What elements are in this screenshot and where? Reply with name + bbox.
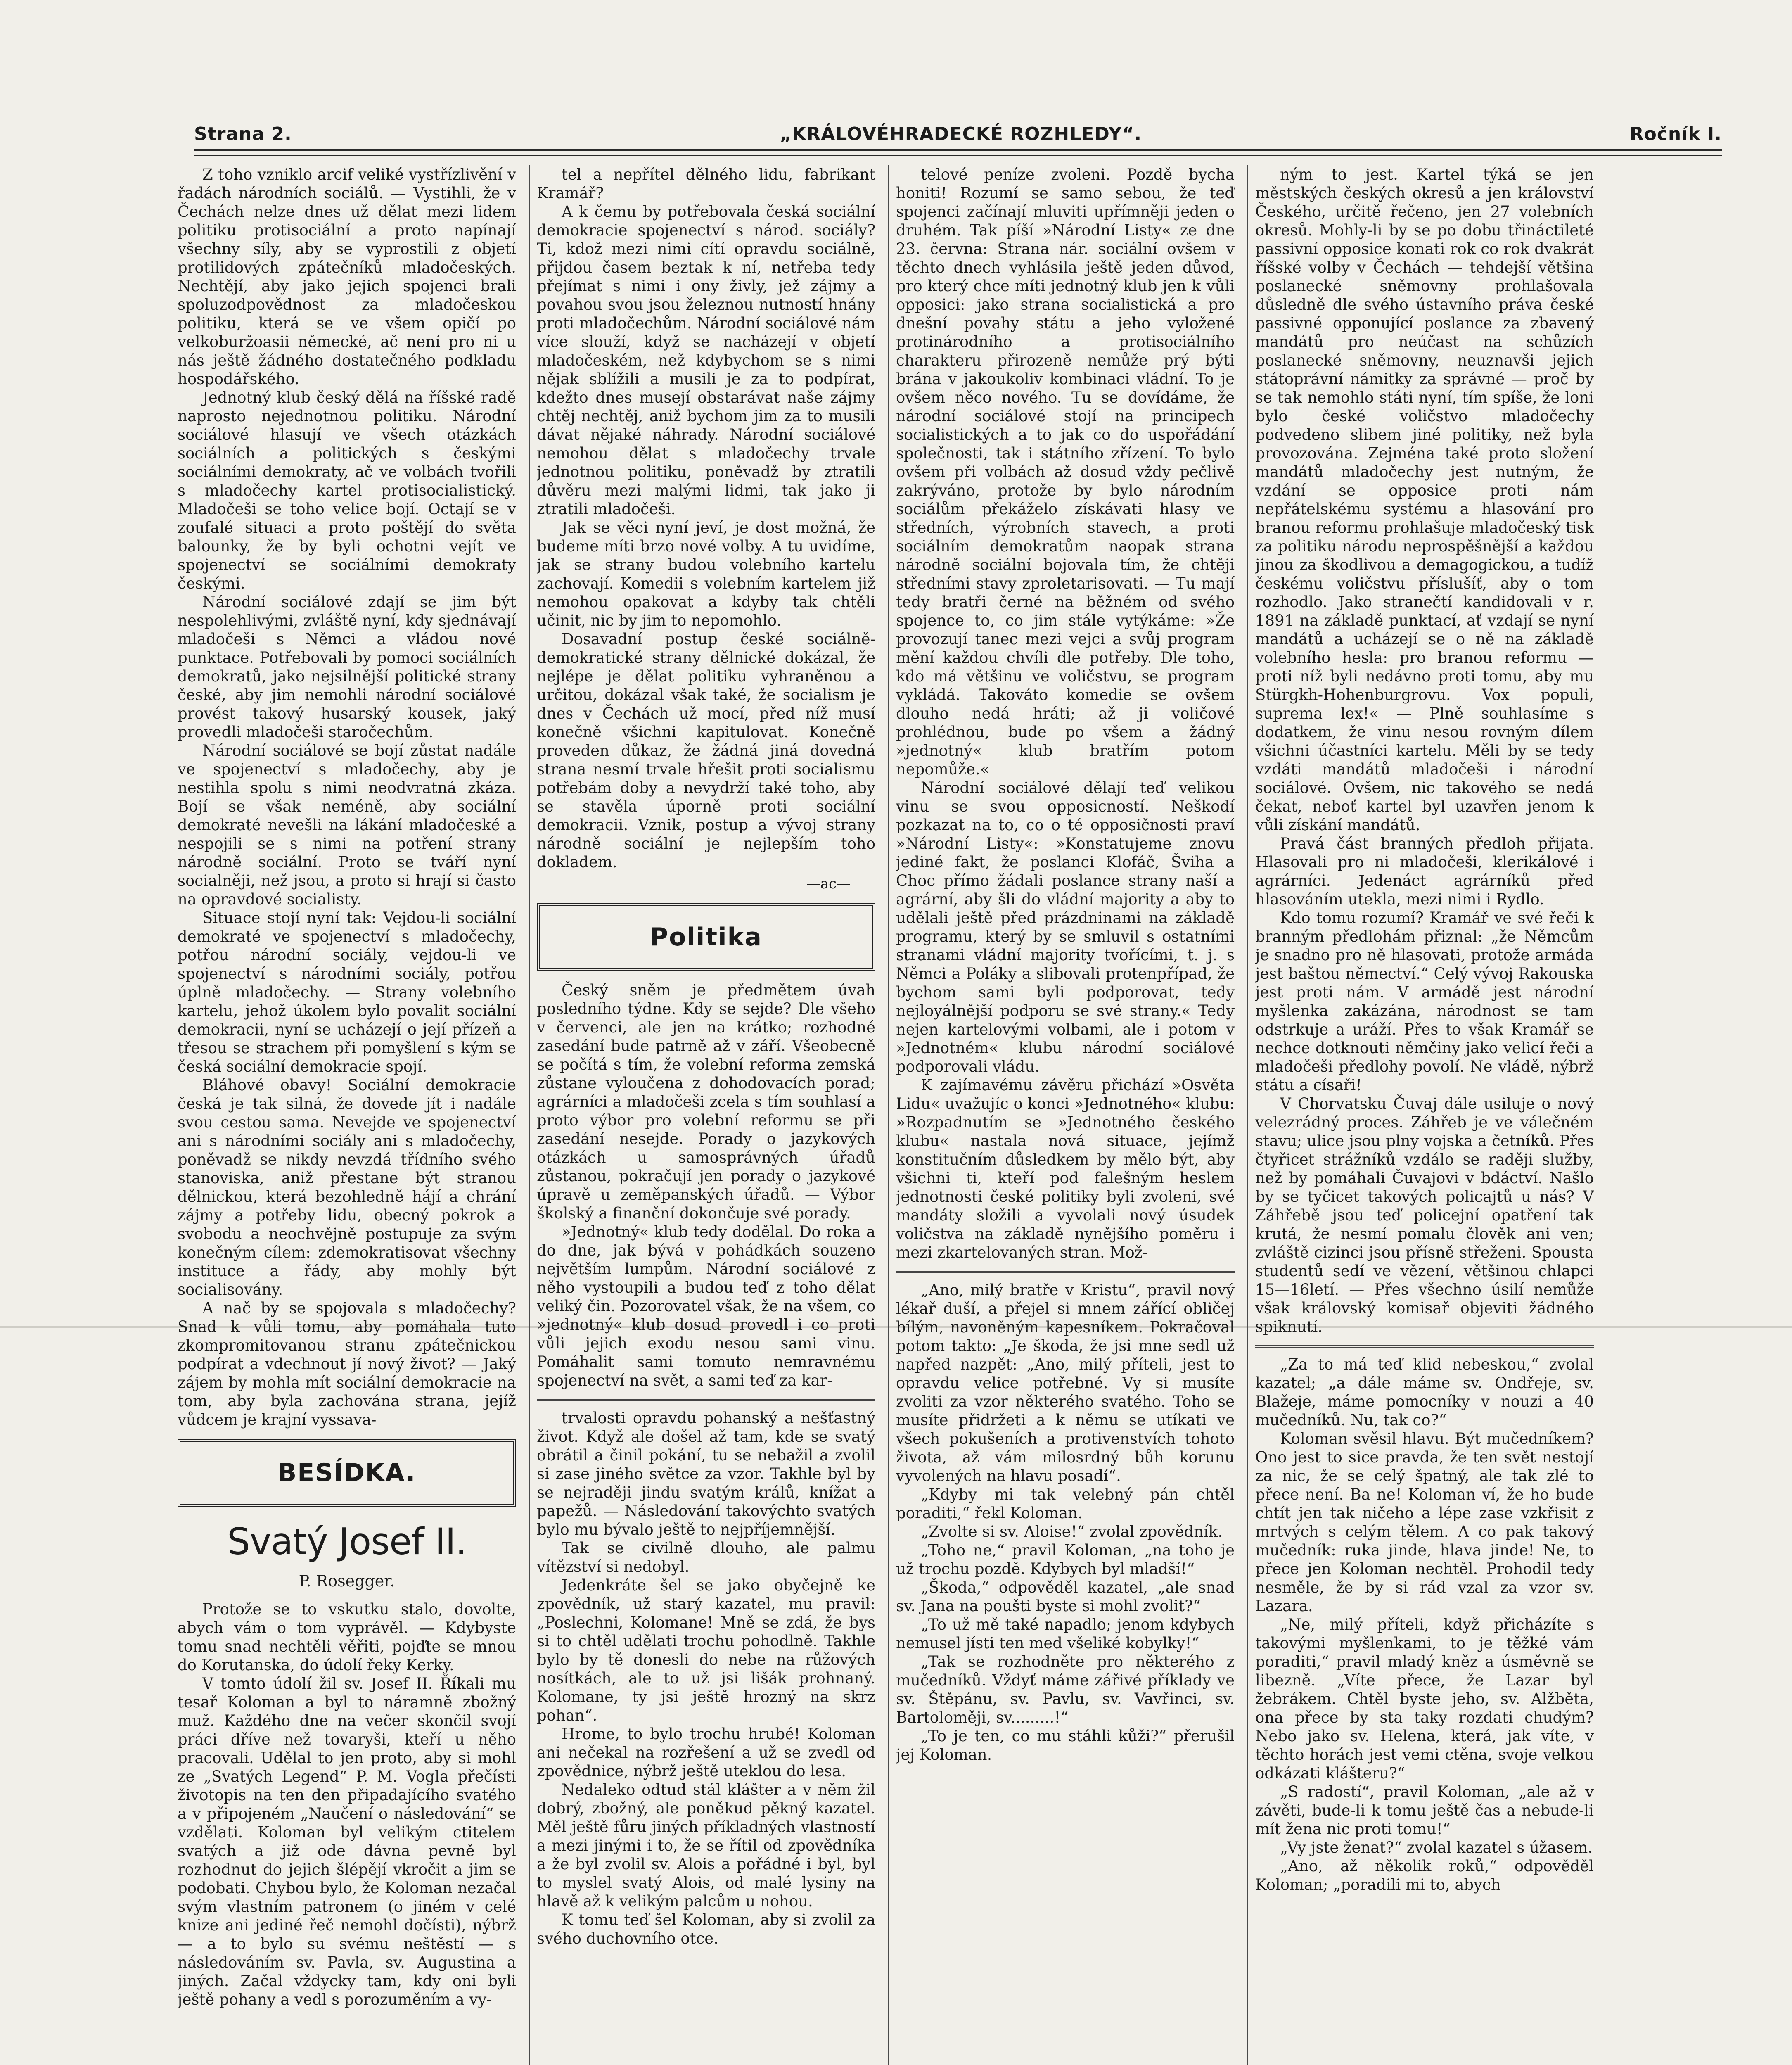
feuilleton-paragraph: „Toho ne,“ pravil Koloman, „na toho je už trochu pozdě. Kdybych byl mladší!“ (896, 1541, 1235, 1578)
feuilleton-paragraph: „Škoda,“ odpověděl kazatel, „ale snad sv. Jana na poušti byste si mohl zvolit?“ (896, 1578, 1235, 1615)
article-paragraph: Jak se věci nyní jeví, je dost možná, že budeme míti brzo nové volby. A tu uvidíme, jak se strany budou volebního kartelu zachovají. Komedii s volebním kartelem již nemohou opakovat a kdyby tak chtěli učinit, nic by jim to nepomohlo. (537, 519, 875, 629)
volume-label: Ročník I. (1629, 123, 1722, 145)
feuilleton-author: P. Rosegger. (299, 1572, 395, 1590)
article-paragraph: A k čemu by potřebovala česká sociální demokracie spojenectví s národ. sociály? Ti, kdož mezi nimi cítí opravdu sociálně, přijdou časem beztak k ní, netřeba tedy přejímat s nimi i ony živly, jež zájmy a povahou svou jsou železnou nutností hnány proti mladočechům. Národní sociálové nám více slouží, když se nacházejí v objetí mladočeském, než kdybychom se s nimi nějak sblížili a musili je za to podpírat, kdežto dnes musejí obstarávat naše zájmy chtěj nechtěj, aniž bychom jim za to musili dávat nějaké náhrady. Národní sociálové nemohou dělat s mladočechy trvale jednotnou politiku, poněvadž by ztratili důvěru mezi malými lidmi, tak jako ji ztratili mladočeši. (537, 203, 875, 518)
feuilleton-paragraph: „Tak se rozhodněte pro některého z mučedníků. Vždyť máme zářivé příklady ve sv. Štěpánu, sv. Pavlu, sv. Vavřinci, sv. Bartoloměji, sv.........!“ (896, 1653, 1235, 1726)
feuilleton-section-box (178, 1439, 516, 1507)
feuilleton-paragraph: „To je ten, co mu stáhli kůži?“ přerušil jej Koloman. (896, 1727, 1235, 1764)
feuilleton-paragraph: Protože se to vskutku stalo, dovolte, abych vám o tom vyprávěl. — Kdybyste tomu snad nechtěli věřiti, pojďte se mnou do Korutanska, do údolí řeky Kerky. (178, 1600, 516, 1674)
article-paragraph: Bláhové obavy! Sociální demokracie česká je tak silná, že dovede jít i nadále svou cestou sama. Nevejde ve spojenectví ani s národními sociály ani s mladočechy, poněvadž se nikdy nevzdá třídního svého stanoviska, aniž přestane být stranou dělnickou, která bezohledně hájí a chrání zájmy a potřeby lidu, obecný pokrok a svobodu a neochvějně postupuje za svým konečným cílem: zdemokratisovat všechny instituce a řády, aby mohly být socialisovány. (178, 1076, 516, 1298)
feuilleton-separator (1255, 1345, 1594, 1348)
feuilleton-paragraph: „S radostí“, pravil Koloman, „ale až v závěti, bude-li k tomu ještě čas a nebude-li mít žena nic proti tomu!“ (1255, 1783, 1594, 1838)
feuilleton-paragraph: Koloman svěsil hlavu. Být mučedníkem? Ono jest to sice pravda, že ten svět nestojí za nic, že se celý špatný, ale tak zlé to přece není. Ba ne! Koloman ví, že ho bude chtít jen tak ničeho a lépe zase vzkřisit z mrtvých s celým tělem. A co pak takový mučedník: ruka jinde, hlava jinde! Ne, to přece jen Koloman nechtěl. Prohodil tedy nesměle, že by si rád vzal za vzor sv. Lazara. (1255, 1430, 1594, 1615)
feuilleton-separator (537, 1399, 875, 1401)
column-4 (1255, 165, 1594, 2065)
politics-paragraph: »Jednotný« klub tedy dodělal. Do roka a do dne, jak bývá v pohádkách souzeno největším lumpům. Národní sociálové z něho vystoupili a budou teď z toho dělat veliký čin. Pozorovatel však, že na všem, co »jednotný« klub dosud provedl i co proti vůli jejich exodu nesou sami vinu. Pomáhalit sami tomuto nemravnému spojenectví na svět, a sami teď za kar- (537, 1223, 875, 1389)
politics-section-box (537, 903, 875, 971)
article-paragraph: telové peníze zvoleni. Pozdě bycha honiti! Rozumí se samo sebou, že teď spojenci začínají mluviti upřímněji jeden o druhém. Tak píší »Národní Listy« ze dne 23. června: Strana nár. sociální ovšem v těchto dnech vyhlásila ještě jeden důvod, pro který chce míti jednotný klub jen k vůli opposici: jako strana socialistická a pro dnešní povahy státu a jeho vyložené protinárodního a protisociálního charakteru přirozeně nemůže prý býti brána v jakoukoliv kombinaci vládní. To je ovšem něco nového. Tu se dovídáme, že národní sociálové stojí na principech socialistických a to jak co do uspořádání společnosti, tak i státního zřízení. To bylo ovšem při volbách až dosud vždy pečlivě zakrýváno, protože by bylo národním sociálům překáželo získávati hlasy ve středních, výrobních stavech, a proti sociálním demokratům naopak strana národně sociální bojovala tím, že chtěji středními stavy zproletarisovati. — Tu mají tedy bratři černé na běžném od svého spojence to, co jim stále vytýkáme: »Že provozují tanec mezi vejci a svůj program mění každou chvíli dle potřeby. Dle toho, kdo má většinu ve voličstvu, se program vykládá. Takováto komedie se ovšem dlouho nedá hráti; až ji voličové prohlédnou, bude po všem a žádný »jednotný« klub bratřím potom nepomůže.« (896, 166, 1235, 778)
column-divider (888, 165, 889, 2065)
article-paragraph: Jednotný klub český dělá na říšské radě naprosto nejednotnou politiku. Národní sociálové hlasují ve všech otázkách sociálních a politických s českými sociálními demokraty, ač ve volbách tvořili s mladočechy kartel protisocialistický. Mladočeši se toho velice bojí. Octají se v zoufalé situaci a proto poštějí do světa balounky, že by byli ochotni vejít ve spojenectví se sociálními demokraty českými. (178, 389, 516, 592)
feuilleton-separator (896, 1271, 1235, 1273)
article-paragraph: Národní sociálové se bojí zůstat nadále ve spojenectví s mladočechy, aby je nestihla spolu s nimi neodvratná zkáza. Bojí se však neméně, aby sociální demokraté nevešli na lákání mladočeské a nespojili se s nimi na potření strany národně sociální. Proto se tváří nyní socialněji, než jsou, a proto si hrají si často na opravdové socialisty. (178, 742, 516, 908)
newspaper-title: „KRÁLOVÉHRADECKÉ ROZHLEDY“. (780, 123, 1142, 145)
feuilleton-paragraph: Tak se civilně dlouho, ale palmu vítězství si nedobyl. (537, 1539, 875, 1576)
feuilleton-paragraph: Hrome, to bylo trochu hrubé! Koloman ani nečekal na rozřešení a už se zvedl od zpovědnice, nýbrž ještě uteklou do lesa. (537, 1725, 875, 1780)
feuilleton-paragraph: K tomu teď šel Koloman, aby si zvolil za svého duchovního otce. (537, 1911, 875, 1947)
politics-section-label: Politika (650, 922, 762, 952)
article-paragraph: A nač by se spojovala s mladočechy? Snad k vůli tomu, aby pomáhala tuto zkompromitovanou stranu zpátečnickou podpírat a vdechnout jí nový život? — Jaký zájem by mohla mít sociální demokracie na tom, aby byla zachována strana, jejíž vůdcem je krajní vyssava- (178, 1299, 516, 1429)
feuilleton-paragraph: Nedaleko odtud stál klášter a v něm žil dobrý, zbožný, ale poněkud pěkný kazatel. Měl ještě fůru jiných příkladných vlastností a mezi jinými i to, že se řítil od zpovědníka a že byl zvolil sv. Alois a pořádné i byl, byl to myslel svatý Alois, od malé lysiny na hlavě až k velikým palcům u nohou. (537, 1781, 875, 1910)
article-paragraph: Situace stojí nyní tak: Vejdou-li sociální demokraté ve spojenectví s mladočechy, potřou národní sociály, vejdou-li ve spojenectví s národními sociály, potřou úplně mladočechy. — Strany volebního kartelu, jehož úkolem bylo povalit sociální demokracii, nyní se ucházejí o její přízeň a třesou se strachem při pomyšlení s kým se česká sociální demokracie spojí. (178, 909, 516, 1075)
feuilleton-paragraph: trvalosti opravdu pohanský a nešťastný život. Když ale došel až tam, kde se svatý obrátil a činil pokání, tu se nebažil a zvolil si zase jiného světce za vzor. Takhle byl by se nejraději jindu svatým králů, knížat a papežů. — Následování takovýchto svatých bylo mu bývalo ještě to nejpříjemnější. (537, 1409, 875, 1538)
feuilleton-paragraph: „Ano, milý bratře v Kristu“, pravil nový lékař duší, a přejel si mnem zářící obličej bílým, navoněným kapesníkem. Pokračoval potom takto: „Je škoda, že jsi mne sedl už napřed nazpět: „Ano, milý příteli, jest to opravdu velice potřebné. Vy si musíte zvoliti za vzor některého svatého. Toho se musíte přidržeti a k němu se utíkati ve všech pokušeních a protivenstvích tohoto života, až vám milosrdný bůh korunu vyvolených na hlavu posadí“. (896, 1281, 1235, 1485)
feuilleton-section-label: BESÍDKA. (277, 1458, 416, 1487)
feuilleton-paragraph: V tomto údolí žil sv. Josef II. Říkali mu tesař Koloman a byl to náramně zbožný muž. Každého dne na večer skončil svojí práci dříve než tovaryši, kteří u něho pracovali. Udělal to jen proto, aby si mohl ze „Svatých Legend“ P. M. Vogla přečísti životopis na ten den připadajícího svatého a v připojeném „Naučení o následování“ se vzdělati. Koloman byl velikým ctitelem svatých a již ode dávna pevně byl rozhodnut do jejich šlépějí vkročit a jim se podobati. Chybou bylo, že Koloman nezačal svým vlastním patronem (o jiném v celé knize ani jediné řeč nemohl dočísti), nýbrž — a to bylo su svému neštěstí — s následováním sv. Pavla, sv. Augustina a jiných. Začal vždycky tam, kdy oni byli ještě pohany a vedl s porozuměním a vy- (178, 1675, 516, 2008)
page-number: Strana 2. (194, 123, 292, 145)
column-2 (537, 165, 875, 2065)
feuilleton-paragraph: „Zvolte si sv. Aloise!“ zvolal zpovědník. (921, 1523, 1223, 1540)
header-rule (194, 149, 1722, 156)
feuilleton-paragraph: „Ne, milý příteli, když přicházíte s takovými myšlenkami, to je těžké vám poraditi,“ pravil mladý kněz a úsměvně se libezně. „Víte přece, že Lazar byl žebrákem. Chtěl byste jeho, sv. Alžběta, ona přece by sta taky rozdati chudým? Nebo jako sv. Helena, která, jak víte, v těchto horách jest vemi ctěna, svoje velkou odkázati klášteru?“ (1255, 1616, 1594, 1782)
column-divider (1247, 165, 1248, 2065)
politics-paragraph: Český sněm je předmětem úvah posledního týdne. Kdy se sejde? Dle všeho v červenci, ale jen na krátko; rozhodné zasedání bude patrně až v září. Všeobecně se počítá s tím, že volební reforma zemská zůstane vyloučena z dohodovacích porad; agrárníci a mladočeši zcela s tím souhlasí a proto výbor pro volební reformu se při zasedání nesejde. Porady o jazykových otázkách u samosprávných úřadů zůstanou, pokračují jen porady o jazykové úpravě u zeměpanských úřadů. — Výbor školský a finanční dokončuje své porady. (537, 981, 875, 1222)
article-paragraph: K zajímavému závěru přichází »Osvěta Lidu« uvažujíc o konci »Jednotného« klubu: »Rozpadnutím se »Jednotného českého klubu« nastala nová situace, jejímž konstitučním důsledkem by mělo být, aby všichni ti, kteří pod falešným heslem jednotnosti české politiky byli zvoleni, své mandáty složili a vyvolali nový úsudek voličstva na základě nynějšího poměru i mezi zkartelovaných stran. Mož- (896, 1076, 1235, 1261)
article-paragraph: Z toho vzniklo arcif veliké vystřízlivění v řadách národních sociálů. — Vystihli, že v Čechách nelze dnes už dělat mezi lidem politiku protisociální a proto napínají všechny síly, aby se vyprostili z objetí protilidových zpátečníků mladočeských. Nechtějí, aby jako jejich spojenci brali spoluzodpovědnost za mladočeskou politiku, která se ve všem opičí po velkoburžoasii německé, ač není pro ni u nás ještě žádného dostatečného podkladu hospodářského. (178, 166, 516, 388)
feuilleton-title: Svatý Josef II. (227, 1520, 467, 1563)
feuilleton-paragraph: „Vy jste ženat?“ zvolal kazatel s úžasem. (1280, 1839, 1593, 1856)
article-paragraph: tel a nepřítel dělného lidu, fabrikant Kramář? (537, 166, 875, 202)
feuilleton-paragraph: „Za to má teď klid nebeskou,“ zvolal kazatel; „a dále máme sv. Ondřeje, sv. Blažeje, máme pomocníky v nouzi a 40 mučedníků. Nu, tak co?“ (1255, 1355, 1594, 1429)
feuilleton-paragraph: „To už mě také napadlo; jenom kdybych nemusel jísti ten med všeliké kobylky!“ (896, 1616, 1235, 1652)
article-paragraph: Dosavadní postup české sociálně-demokratické strany dělnické dokázal, že nejlépe je dělat politiku vyhraněnou a určitou, dokázal však také, že socialism je dnes v Čechách už mocí, před níž musí konečně všichni kapitulovat. Konečně proveden důkaz, že žádná jiná dovedná strana nesmí trvale hřešit proti socialismu potřebám doby a nevydrží také toho, aby se stavěla úporně proti sociální demokracii. Vznik, postup a vývoj strany národně sociální je nejlepším toho dokladem. (537, 630, 875, 871)
feuilleton-paragraph: „Kdyby mi tak velebný pán chtěl poraditi,“ řekl Koloman. (896, 1486, 1235, 1522)
article-paragraph: Národní sociálové dělají teď velikou vinu se svou opposicností. Neškodí pozkazat na to, co o té opposičnosti praví »Národní Listy«: »Konstatujeme znovu jediné fakt, že poslanci Klofáč, Šviha a Choc přímo žádali poslance strany naší a agrární, aby šli do vládní majority a aby to udělali ještě před prázdninami na základě programu, který by se smluvil s ostatními stranami vládní majority tvořícími, t. j. s Němci a Poláky a slibovali protenpřípad, že bychom sami byli podporovat, tedy nejloyálnější podporu se své strany.« Tedy nejen kartelovými volbami, ale i potom v »Jednotném« klubu národní sociálové podporovali vládu. (896, 779, 1235, 1075)
article-paragraph: Pravá část branných předloh přijata. Hlasovali pro ni mladočeši, klerikálové i agrárníci. Jedenáct agrárníků před hlasováním utekla, mezi nimi i Rydlo. (1255, 835, 1594, 908)
column-1 (178, 165, 516, 2065)
column-divider (529, 165, 530, 2065)
article-paragraph: Kdo tomu rozumí? Kramář ve své řeči k branným předlohám přiznal: „že Němcům je snadno pro ně hlasovati, protože armáda jest baštou němectví.“ Celý vývoj Rakouska jest proti nám. V armádě jest národní myšlenka zakázána, národnost se tam odstrkuje a uráží. Přes to však Kramář se nechce dotknouti němčiny jako velicí řeči a mladočeši předlohy povolí. Ne vládě, nýbrž státu a císaři! (1255, 909, 1594, 1094)
page-header (194, 112, 1722, 145)
article-signature: —ac— (806, 876, 851, 892)
feuilleton-paragraph: „Ano, až několik roků,“ odpověděl Koloman; „poradili mi to, abych (1255, 1857, 1594, 1894)
article-paragraph: Národní sociálové zdají se jim být nespolehlivými, zvláště nyní, kdy sjednávají mladočeši s Němci a vládou nové punktace. Potřebovali by pomoci sociálních demokratů, jako nejsilnější politické strany české, aby jim nemohli národní sociálové provést takový husarský kousek, jaký provedli mladočeši staročechům. (178, 593, 516, 741)
feuilleton-paragraph: Jedenkráte šel se jako obyčejně ke zpovědník, už starý kazatel, mu pravil: „Poslechni, Kolomane! Mně se zdá, že bys si to chtěl udělati trochu pohodlně. Takhle bylo by tě donesli do nebe na růžových nosítkách, ale to už jsi lišák prohnaný. Kolomane, ty jsi ještě hrozný na skrz pohan“. (537, 1576, 875, 1724)
article-paragraph: V Chorvatsku Čuvaj dále usiluje o nový velezrádný proces. Záhřeb je ve válečném stavu; ulice jsou plny vojska a četníků. Přes čtyřicet strážníků vzdálo se raději služby, než by pomáhali Čuvajovi v bdáctví. Našlo by se tyčicet takových policajtů u nás? V Záhřebě jsou teď policejní opatření tak krutá, že nesmí pomalu člověk ani ven; zvláště cizinci jsou přísně střeženi. Spousta studentů sedí ve vězení, většinou chlapci 15—16letí. — Přes všechno úsilí nemůže však královský komisař objeviti žádného spiknutí. (1255, 1095, 1594, 1336)
article-paragraph: ným to jest. Kartel týká se jen městských českých okresů a jen království Českého, určitě řečeno, jen 27 volebních okresů. Mohly-li by se po dobu třináctileté passivní opposice konati rok co rok dvakrát říšské volby v Čechách — tehdejší většina poslanecké sněmovny prohlašovala důsledně dle svého ústavního práva české passivné opponující poslance za zbavený mandátů pro neúčast na schůzích poslanecké sněmovny, neuznavši jejich státoprávní námitky za správné — proč by se tak nemohlo státi nyní, tím spíše, že loni bylo české voličstvo mladočechy podvedeno slibem jiné politiky, než byla provozována. Zejména také proto složení mandátů mladočechy jest nutným, že vzdání se opposice proti nám nepřátelskému systému a hlasování pro branou reformu prohlašuje mladočeský tisk za politiku národu neprospěšnější a každou jinou za škodlivou a demagogickou, a tudíž českému voličstvu příslušíť, aby o tom rozhodlo. Jako stranečtí kandidovali v r. 1891 na základě punktací, ať vzdají se nyní mandátů a ucházejí se o ně na základě volebního hesla: pro branou reformu — proti níž byli nedávno proti tomu, aby mu Stürgkh-Hohenburgrovu. Vox populi, suprema lex!« — Plně souhlasíme s dodatkem, že vinu nesou rovným dílem všichni účastníci kartelu. Měli by se tedy vzdáti mandátů mladočeši i národní sociálové. Ovšem, nic takového se nedá čekat, neboť kartel byl uzavřen jenom k vůli získání mandátů. (1255, 166, 1594, 834)
column-3 (896, 165, 1235, 2065)
